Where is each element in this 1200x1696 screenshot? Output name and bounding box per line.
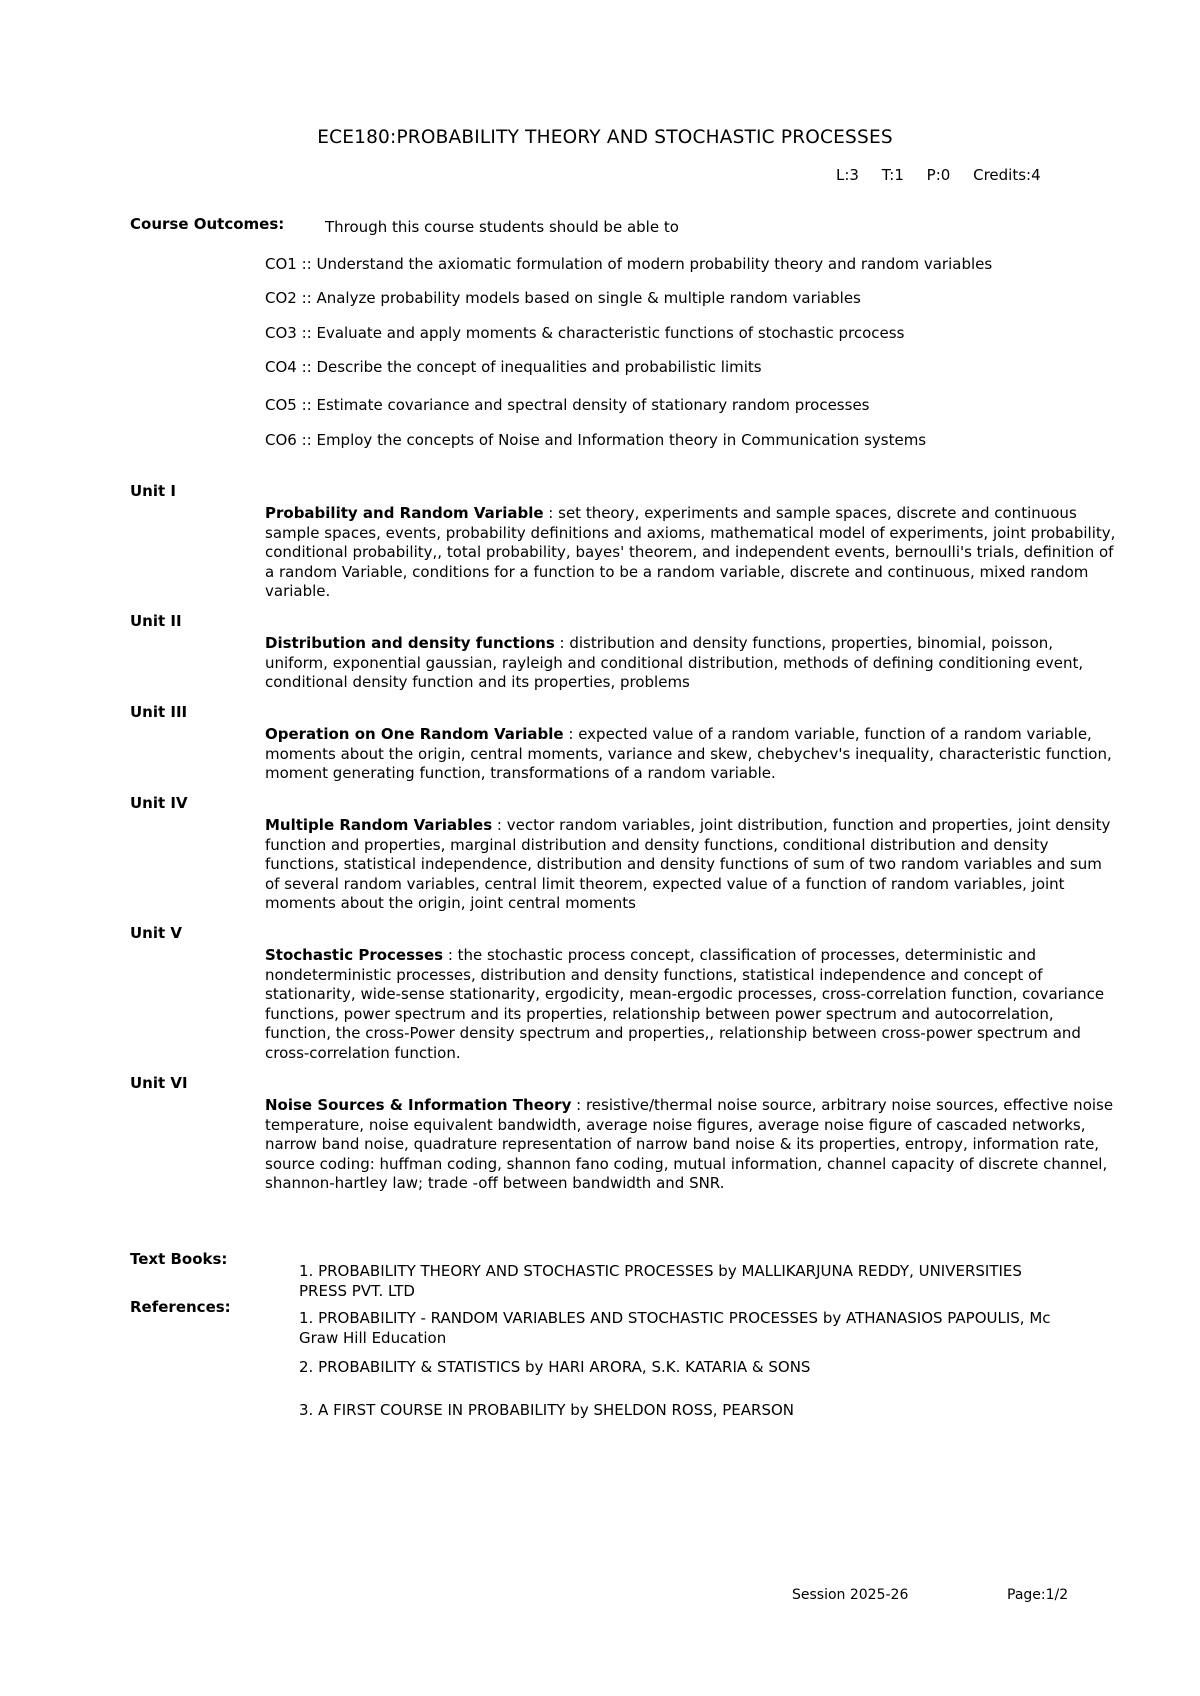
unit-heading: Probability and Random Variable: [265, 504, 544, 522]
credits: Credits:4: [973, 166, 1041, 184]
unit-text: set theory, experiments and sample spaces, discrete and continuous sample spaces, events, probability definitions and axioms, mathematical model of experiments, joint probability, conditional probability,, total probability, bayes' theorem, and independent events, bernoulli's trials, definition of a random Variable, conditions for a function to be a random variable, discrete and continuous, mixed random variable.: [265, 504, 1116, 600]
tutorial-hours: T:1: [881, 166, 904, 184]
course-outcome-item: CO1 :: Understand the axiomatic formulation of modern probability theory and random variables: [265, 255, 993, 273]
unit-label: Unit II: [130, 612, 182, 630]
footer-session: Session 2025-26: [792, 1587, 909, 1603]
unit-separator: :: [443, 946, 458, 964]
textbook-item: 1. PROBABILITY THEORY AND STOCHASTIC PROCESSES by MALLIKARJUNA REDDY, UNIVERSITIES PRESS PVT. LTD: [299, 1262, 1022, 1300]
unit-heading: Multiple Random Variables: [265, 816, 493, 834]
course-title: ECE180:PROBABILITY THEORY AND STOCHASTIC PROCESSES: [317, 127, 893, 148]
unit-heading: Stochastic Processes: [265, 946, 444, 964]
unit-content: [265, 1096, 1120, 1194]
unit-separator: :: [492, 816, 507, 834]
unit-text: resistive/thermal noise source, arbitrary noise sources, effective noise temperature, noise equivalent bandwidth, average noise figures, average noise figure of cascaded networks, narrow band noise, quadrature representation of narrow band noise & its properties, entropy, information rate, source coding: huffman coding, shannon fano coding, mutual information, channel capacity of discrete channel, shannon-hartley law; trade -off between bandwidth and SNR.: [265, 1096, 1114, 1192]
course-outcome-item: CO6 :: Employ the concepts of Noise and Information theory in Communication systems: [265, 431, 927, 449]
unit-text: expected value of a random variable, function of a random variable, moments about the origin, central moments, variance and skew, chebychev's inequality, characteristic function, moment generating function, transformations of a random variable.: [265, 725, 1112, 782]
practical-hours: P:0: [926, 166, 951, 184]
unit-heading: Distribution and density functions: [265, 634, 555, 652]
unit-separator: :: [571, 1096, 586, 1114]
unit-separator: :: [554, 634, 570, 652]
unit-label: Unit III: [130, 703, 188, 721]
reference-item: 1. PROBABILITY - RANDOM VARIABLES AND STOCHASTIC PROCESSES by ATHANASIOS PAPOULIS, Mc Graw Hill Education: [299, 1309, 1051, 1347]
course-outcome-item: CO3 :: Evaluate and apply moments & characteristic functions of stochastic prcocess: [265, 324, 905, 342]
reference-item: 2. PROBABILITY & STATISTICS by HARI ARORA, S.K. KATARIA & SONS: [299, 1358, 811, 1376]
course-outcomes-intro: Through this course students should be able to: [325, 218, 679, 236]
unit-heading: Operation on One Random Variable: [265, 725, 564, 743]
unit-content: [265, 816, 1120, 914]
course-outcome-item: CO4 :: Describe the concept of inequalities and probabilistic limits: [265, 358, 762, 376]
lecture-hours: L:3: [836, 166, 859, 184]
unit-separator: :: [563, 725, 579, 743]
unit-content: [265, 946, 1120, 1063]
unit-content: [265, 634, 1120, 693]
textbooks-label: Text Books:: [130, 1250, 228, 1268]
course-outcomes-label: Course Outcomes:: [130, 215, 285, 233]
references-label: References:: [130, 1298, 231, 1316]
unit-heading: Noise Sources & Information Theory: [265, 1096, 572, 1114]
unit-content: [265, 725, 1120, 784]
unit-content: [265, 504, 1120, 602]
unit-label: Unit IV: [130, 794, 188, 812]
unit-text: the stochastic process concept, classification of processes, deterministic and nondeterministic processes, distribution and density functions, statistical independence and concept of stationarity, wide-sense stationarity, ergodicity, mean-ergodic processes, cross-correlation function, covariance functions, power spectrum and its properties, relationship between power spectrum and autocorrelation, function, the cross-Power density spectrum and properties,, relationship between cross-power spectrum and cross-correlation function.: [265, 946, 1105, 1062]
unit-text: distribution and density functions, properties, binomial, poisson, uniform, exponential gaussian, rayleigh and conditional distribution, methods of defining conditioning event, conditional density function and its properties, problems: [265, 634, 1084, 691]
ltp-credits: [836, 166, 1041, 186]
reference-item: 3. A FIRST COURSE IN PROBABILITY by SHELDON ROSS, PEARSON: [299, 1401, 795, 1419]
unit-label: Unit I: [130, 482, 176, 500]
unit-label: Unit VI: [130, 1074, 188, 1092]
unit-text: vector random variables, joint distribution, function and properties, joint density function and properties, marginal distribution and density functions, conditional distribution and density functions, statistical independence, distribution and density functions of sum of two random variables and sum of several random variables, central limit theorem, expected value of a function of random variables, joint moments about the origin, joint central moments: [265, 816, 1111, 912]
unit-separator: :: [543, 504, 559, 522]
course-outcome-item: CO2 :: Analyze probability models based on single & multiple random variables: [265, 289, 861, 307]
footer-page-number: Page:1/2: [1007, 1587, 1069, 1603]
unit-label: Unit V: [130, 924, 183, 942]
course-outcome-item: CO5 :: Estimate covariance and spectral density of stationary random processes: [265, 396, 870, 414]
